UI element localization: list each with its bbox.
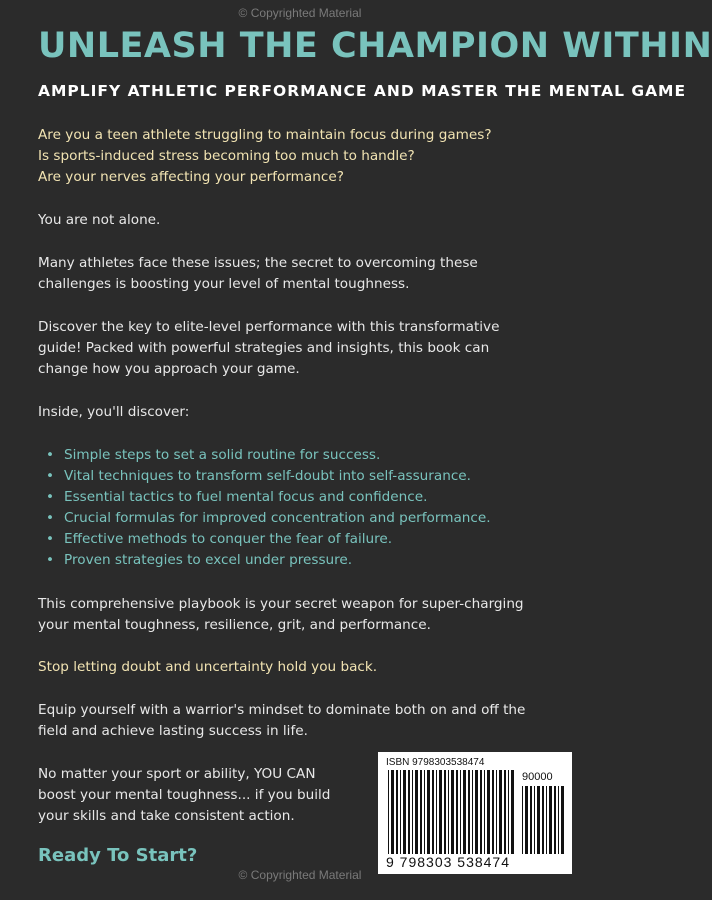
watermark-bottom: © Copyrighted Material <box>238 868 362 882</box>
stop-doubt-text: Stop letting doubt and uncertainty hold you back. <box>38 659 378 675</box>
ready-to-start-heading: Ready To Start? <box>38 845 198 866</box>
question-line: Is sports-induced stress becoming too much to handle? <box>38 148 415 164</box>
list-item-text: Essential tactics to fuel mental focus and confidence. <box>64 489 428 505</box>
para-no-matter <box>38 764 368 827</box>
barcode-bar <box>508 770 509 854</box>
list-item-text: Crucial formulas for improved concentration and performance. <box>64 510 491 526</box>
barcode-bar <box>558 786 559 854</box>
price-code: 90000 <box>522 771 553 783</box>
watermark-top: © Copyrighted Material <box>238 6 362 20</box>
barcode-bar <box>542 786 544 854</box>
not-alone-text: You are not alone. <box>38 212 161 228</box>
barcode-bar <box>456 770 458 854</box>
para-playbook <box>38 594 568 636</box>
isbn-digits: 9 798303 538474 <box>386 854 510 870</box>
barcode-bar <box>561 786 564 854</box>
barcode-bar <box>448 770 449 854</box>
barcode-bar <box>439 770 442 854</box>
barcode-bar <box>463 770 466 854</box>
barcode-bar <box>427 770 430 854</box>
inside-heading <box>38 402 568 423</box>
barcode-bar <box>525 786 528 854</box>
book-title: UNLEASH THE CHAMPION WITHIN <box>38 26 712 66</box>
para-line: guide! Packed with powerful strategies and insights, this book can <box>38 340 490 356</box>
barcode-bar <box>511 770 514 854</box>
para-line: This comprehensive playbook is your secret weapon for super-charging <box>38 596 524 612</box>
list-item-text: Vital techniques to transform self-doubt into self-assurance. <box>64 468 471 484</box>
barcode-bar <box>460 770 461 854</box>
barcode-bar <box>530 786 532 854</box>
inside-text: Inside, you'll discover: <box>38 404 190 420</box>
para-line: challenges is boosting your level of mental toughness. <box>38 276 410 292</box>
para-discover <box>38 317 568 380</box>
barcode-bar <box>451 770 454 854</box>
barcode-bar <box>424 770 425 854</box>
barcode-bar <box>546 786 547 854</box>
barcode-bar <box>444 770 446 854</box>
barcode-bar <box>475 770 478 854</box>
barcode-bar <box>400 770 401 854</box>
barcode-bar <box>472 770 473 854</box>
barcode-bar <box>499 770 502 854</box>
para-line: No matter your sport or ability, YOU CAN <box>38 766 316 782</box>
list-item: • Proven strategies to excel under pressure. <box>46 552 353 568</box>
para-line: boost your mental toughness... if you build <box>38 787 331 803</box>
barcode-bar <box>432 770 434 854</box>
list-item-text: Simple steps to set a solid routine for success. <box>64 447 381 463</box>
list-item: • Essential tactics to fuel mental focus and confidence. <box>46 489 428 505</box>
barcode-bar <box>388 770 389 854</box>
barcode-bar <box>492 770 494 854</box>
barcode-bar <box>554 786 556 854</box>
barcode-bar <box>468 770 470 854</box>
barcode-bar <box>534 786 535 854</box>
book-subtitle: AMPLIFY ATHLETIC PERFORMANCE AND MASTER THE MENTAL GAME <box>38 82 687 100</box>
para-line: field and achieve lasting success in life. <box>38 723 308 739</box>
list-item: • Simple steps to set a solid routine for success. <box>46 447 381 463</box>
para-equip <box>38 700 568 742</box>
barcode-box <box>378 752 572 874</box>
para-line: your mental toughness, resilience, grit, and performance. <box>38 617 431 633</box>
list-item-text: Proven strategies to excel under pressure. <box>64 552 353 568</box>
barcode-bar <box>496 770 497 854</box>
stop-doubt-line <box>38 657 568 678</box>
para-many <box>38 253 568 295</box>
barcode-bar <box>412 770 413 854</box>
barcode-bar <box>549 786 552 854</box>
question-block <box>38 125 568 188</box>
barcode-bar <box>415 770 418 854</box>
question-line: Are your nerves affecting your performance? <box>38 169 344 185</box>
isbn-label: ISBN 9798303538474 <box>386 757 485 768</box>
barcode-bar <box>484 770 485 854</box>
para-line: Many athletes face these issues; the secret to overcoming these <box>38 255 478 271</box>
barcode-bar <box>403 770 406 854</box>
benefit-list <box>46 445 491 571</box>
question-line: Are you a teen athlete struggling to maintain focus during games? <box>38 127 492 143</box>
list-item: • Crucial formulas for improved concentration and performance. <box>46 510 491 526</box>
para-line: Equip yourself with a warrior's mindset to dominate both on and off the <box>38 702 526 718</box>
barcode-bar <box>396 770 398 854</box>
barcode-bar <box>487 770 490 854</box>
not-alone-line <box>38 210 568 231</box>
barcode-bar <box>391 770 394 854</box>
barcode-bar <box>408 770 410 854</box>
para-line: change how you approach your game. <box>38 361 300 377</box>
barcode-bar <box>480 770 482 854</box>
list-item: • Effective methods to conquer the fear of failure. <box>46 531 393 547</box>
list-item: • Vital techniques to transform self-doubt into self-assurance. <box>46 468 471 484</box>
barcode-bar <box>420 770 422 854</box>
barcode-bar <box>537 786 540 854</box>
para-line: Discover the key to elite-level performance with this transformative <box>38 319 500 335</box>
barcode-bar <box>504 770 506 854</box>
list-item-text: Effective methods to conquer the fear of failure. <box>64 531 393 547</box>
para-line: your skills and take consistent action. <box>38 808 295 824</box>
barcode-bar <box>436 770 437 854</box>
barcode-bar <box>522 786 523 854</box>
